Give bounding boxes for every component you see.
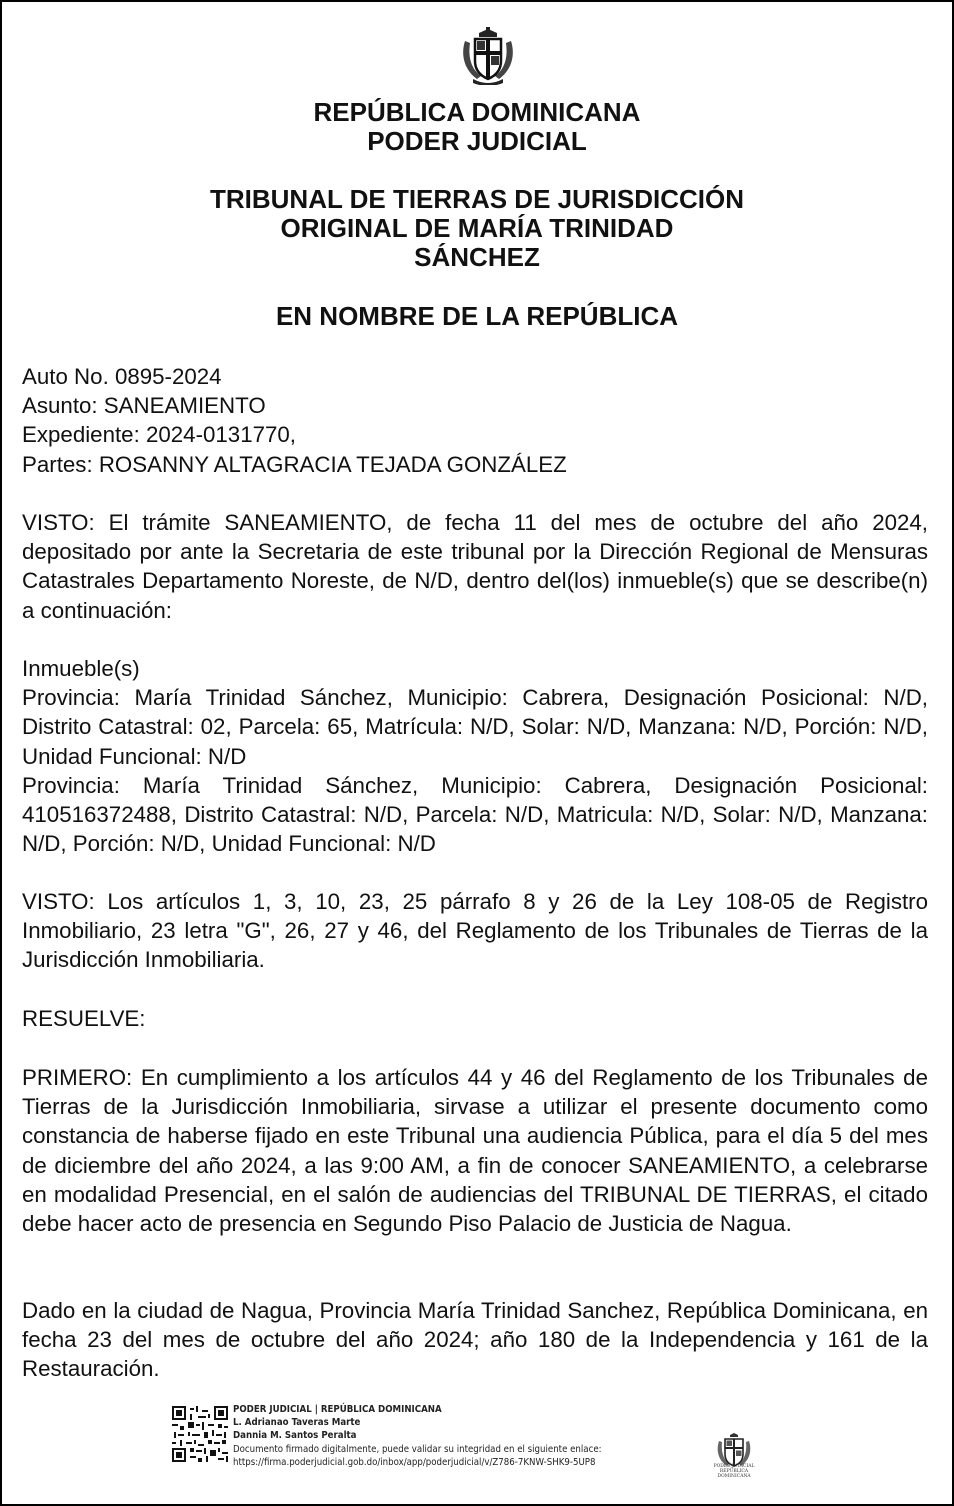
signature-org: PODER JUDICIAL | REPÚBLICA DOMINICANA — [233, 1404, 442, 1415]
visto-2-text: VISTO: Los artículos 1, 3, 10, 23, 25 párrafo 8 y 26 de la Ley 108-05 de Registro Inmobiliario, 23 letra "G", 26, 27 y 46, del Reglamento de los Tribunales de Tierras de la Jurisdicción Inmobiliaria. — [22, 889, 928, 973]
country-header — [2, 98, 952, 156]
verification-link[interactable]: https://firma.poderjudicial.gob.do/inbox/app/poderjudicial/v/Z786-7KNW-SHK9-5UP8 — [233, 1456, 596, 1468]
visto-paragraph-2 — [22, 887, 928, 975]
auto-number: Auto No. 0895-2024 — [22, 364, 222, 389]
primero-text: PRIMERO: En cumplimiento a los artículos 44 y 46 del Reglamento de los Tribunales de Tierras de la Jurisdicción Inmobiliaria, sirvase a utilizar el presente documento como constancia de haberse fijado en este Tribunal una audiencia Pública, para el día 5 del mes de diciembre del año 2024, a las 9:00 AM, a fin de conocer SANEAMIENTO, a celebrarse en modalidad Presencial, en el salón de audiencias del TRIBUNAL DE TIERRAS, el citado debe hacer acto de presencia en Segundo Piso Palacio de Justicia de Nagua. — [22, 1065, 928, 1237]
inmueble-item: Provincia: María Trinidad Sánchez, Municipio: Cabrera, Designación Posicional: 410516372488, Distrito Catastral: N/D, Parcela: N/D, Matricula: N/D, Solar: N/D, Manzana: N/D, Porción: N/D, Unidad Funcional: N/D — [22, 772, 928, 857]
visto-paragraph-1 — [22, 508, 928, 625]
footer-logo-caption: PODER JUDICIAL REPÚBLICA DOMINICANA — [713, 1464, 755, 1479]
tribunal-line-2: ORIGINAL DE MARÍA TRINIDAD — [280, 213, 674, 243]
signer-name: Dannia M. Santos Peralta — [233, 1430, 357, 1442]
partes: Partes: ROSANNY ALTAGRACIA TEJADA GONZÁLEZ — [22, 451, 567, 477]
asunto: Asunto: SANEAMIENTO — [22, 393, 266, 419]
signature-block — [233, 1403, 602, 1469]
signer-name: L. Adrianao Taveras Marte — [233, 1417, 361, 1429]
tribunal-header — [2, 185, 952, 272]
en-nombre-heading: EN NOMBRE DE LA REPÚBLICA — [275, 301, 679, 331]
qr-code-icon[interactable] — [172, 1406, 228, 1462]
header-republica: REPÚBLICA DOMINICANA — [313, 97, 641, 127]
coat-of-arms-icon — [459, 27, 517, 85]
dado-paragraph — [22, 1296, 928, 1384]
signature-note: Documento firmado digitalmente, puede validar su integridad en el siguiente enlace: — [233, 1443, 602, 1455]
primero-paragraph — [22, 1063, 928, 1238]
case-metadata — [22, 362, 928, 479]
dado-text: Dado en la ciudad de Nagua, Provincia María Trinidad Sanchez, República Dominicana, en fecha 23 del mes de octubre del año 2024; año 180 de la Independencia y 161 de la Restauración. — [22, 1298, 928, 1382]
inmueble-item: Provincia: María Trinidad Sánchez, Municipio: Cabrera, Designación Posicional: N/D, Distrito Catastral: 02, Parcela: 65, Matrícula: N/D, Solar: N/D, Manzana: N/D, Porción: N/D, Unidad Funcional: N/D — [22, 685, 928, 769]
inmuebles-title: Inmueble(s) — [22, 656, 140, 681]
inmuebles-section — [22, 654, 928, 858]
expediente: Expediente: 2024-0131770, — [22, 422, 296, 448]
header-poder-judicial: PODER JUDICIAL — [367, 126, 587, 156]
resuelve-heading: RESUELVE: — [22, 1006, 146, 1031]
tribunal-line-3: SÁNCHEZ — [414, 242, 540, 272]
tribunal-line-1: TRIBUNAL DE TIERRAS DE JURISDICCIÓN — [209, 184, 744, 214]
visto-1-text: VISTO: El trámite SANEAMIENTO, de fecha 11 del mes de octubre del año 2024, depositado por ante la Secretaria de este tribunal por la Dirección Regional de Mensuras Catastrales Departamento Noreste, de N/D, dentro del(los) inmueble(s) que se describe(n) a continuación: — [22, 510, 928, 623]
